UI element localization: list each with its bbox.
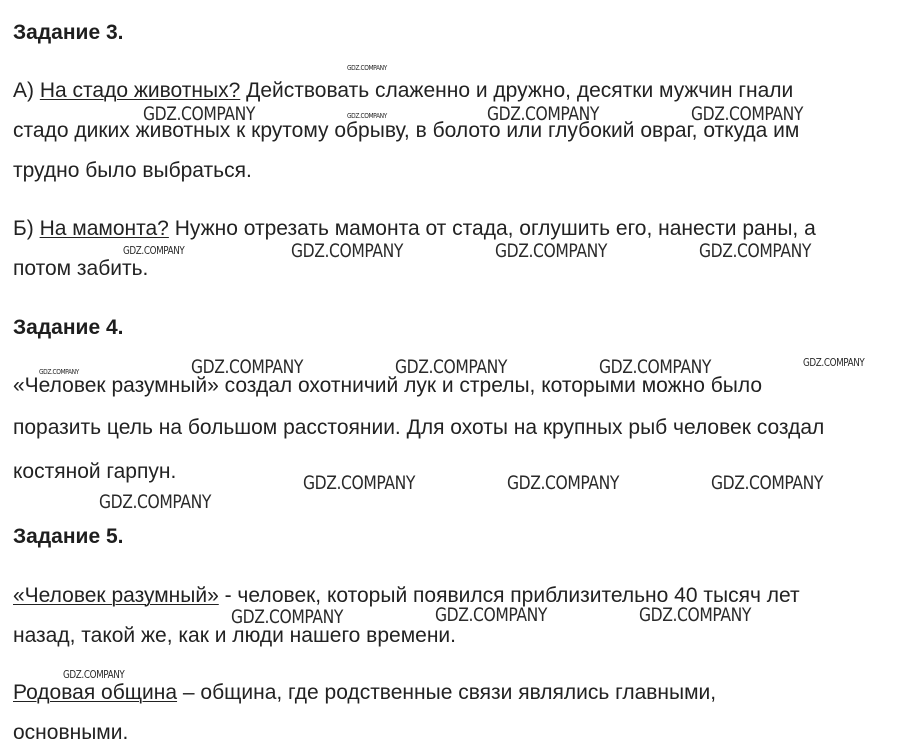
task3-b-line-2: потом забить. [13, 257, 149, 280]
task3-a-term: На стадо животных? [39, 79, 241, 102]
task3-a-line-3: трудно было выбраться. [13, 159, 252, 182]
watermark: GDZ.COMPANY [39, 368, 79, 376]
watermark: GDZ.COMPANY [123, 244, 185, 257]
task5-definition-2 [13, 673, 903, 753]
watermark: GDZ.COMPANY [191, 356, 304, 378]
task4-heading: Задание 4. [13, 316, 124, 339]
watermark: GDZ.COMPANY [63, 668, 125, 681]
watermark: GDZ.COMPANY [143, 103, 256, 125]
task5-def1-text-1: - человек, который появился приблизительно 40 тысяч лет [218, 584, 800, 607]
task3-a-line-2: стадо диких животных к крутому обрыву, в болото или глубокий овраг, откуда им [13, 119, 800, 142]
task5-heading: Задание 5. [13, 525, 124, 548]
task4-line-1: «Человек разумный» создал охотничий лук и стрелы, которыми можно было [13, 374, 763, 397]
watermark: GDZ.COMPANY [699, 240, 812, 262]
watermark: GDZ.COMPANY [435, 604, 548, 626]
task5-def2-term: Родовая община [13, 681, 178, 704]
task3-b-prefix: Б) [13, 217, 40, 240]
task4-line-3: костяной гарпун. [13, 460, 177, 483]
task5-def1-term: «Человек разумный» [13, 584, 219, 607]
watermark: GDZ.COMPANY [291, 240, 404, 262]
task5-def2-text-1: – община, где родственные связи являлись главными, [177, 681, 717, 704]
watermark: GDZ.COMPANY [599, 356, 712, 378]
watermark: GDZ.COMPANY [639, 604, 752, 626]
task5-def2-line-1 [13, 673, 903, 713]
watermark: GDZ.COMPANY [395, 356, 508, 378]
watermark: GDZ.COMPANY [803, 356, 865, 369]
task3-b-text-1: Нужно отрезать мамонта от стада, оглушить его, нанести раны, а [168, 217, 816, 240]
watermark: GDZ.COMPANY [347, 64, 387, 72]
task3-b-term: На мамонта? [39, 217, 169, 240]
watermark: GDZ.COMPANY [99, 491, 212, 513]
task3-a-text-1: Действовать слаженно и дружно, десятки мужчин гнали [240, 79, 794, 102]
watermark: GDZ.COMPANY [231, 606, 344, 628]
watermark: GDZ.COMPANY [691, 103, 804, 125]
task3-answer-a [13, 71, 903, 191]
watermark: GDZ.COMPANY [495, 240, 608, 262]
watermark: GDZ.COMPANY [487, 103, 600, 125]
watermark: GDZ.COMPANY [303, 472, 416, 494]
task5-def1-line-2: назад, такой же, как и люди нашего времени. [13, 624, 456, 647]
watermark: GDZ.COMPANY [711, 472, 824, 494]
watermark: GDZ.COMPANY [507, 472, 620, 494]
task5-def2-line-2: основными. [13, 721, 129, 744]
task3-heading: Задание 3. [13, 21, 124, 44]
task3-a-prefix: А) [13, 79, 40, 102]
watermark: GDZ.COMPANY [347, 112, 387, 120]
task4-line-2: поразить цель на большом расстоянии. Для охоты на крупных рыб человек создал [13, 416, 825, 439]
